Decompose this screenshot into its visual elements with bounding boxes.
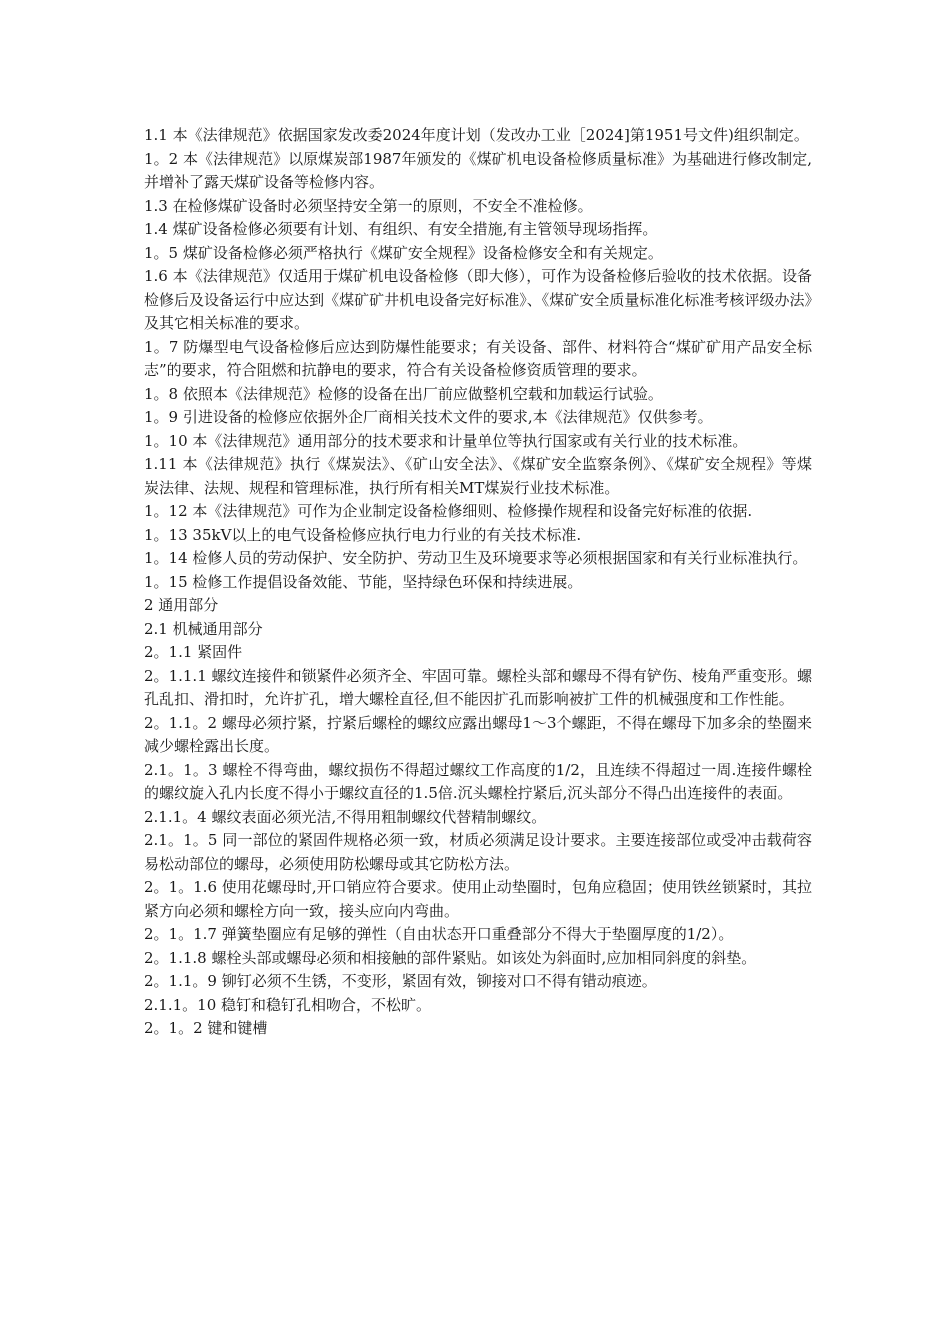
paragraph-1-13: 1。13 35kV以上的电气设备检修应执行电力行业的有关技术标准. (144, 525, 582, 544)
paragraph-1-3: 1.3 在检修煤矿设备时必须坚持安全第一的原则，不安全不准检修。 (144, 196, 593, 215)
paragraph-1-2: 1。2 本《法律规范》以原煤炭部1987年颁发的《煤矿机电设备检修质量标准》为基础进行修改制定,并增补了露天煤矿设备等检修内容。 (144, 149, 812, 191)
paragraph-1-14: 1。14 检修人员的劳动保护、安全防护、劳动卫生及环境要求等必须根据国家和有关行业标准执行。 (144, 549, 808, 567)
paragraph-2-1-1-10: 2.1.1。10 稳钉和稳钉孔相吻合，不松旷。 (144, 995, 432, 1014)
paragraph-1-11: 1.11 本《法律规范》执行《煤炭法》、《矿山安全法》、《煤矿安全监察条例》、《煤矿安全规程》等煤炭法律、法规、规程和管理标准，执行所有相关MT煤炭行业技术标准。 (144, 455, 812, 497)
section-heading-2-1-1: 2。1.1 紧固件 (144, 643, 243, 661)
paragraph-1-8: 1。8 依照本《法律规范》检修的设备在出厂前应做整机空载和加载运行试验。 (144, 384, 663, 403)
section-heading-2-1-2: 2。1。2 键和键槽 (144, 1019, 268, 1037)
paragraph-1-15: 1。15 检修工作提倡设备效能、节能，坚持绿色环保和持续进展。 (144, 572, 583, 591)
paragraph-1-1: 1.1 本《法律规范》依据国家发改委2024年度计划（发改办工业［2024]第1951号文件)组织制定。 (144, 126, 809, 144)
paragraph-1-6: 1.6 本《法律规范》仅适用于煤矿机电设备检修（即大修），可作为设备检修后验收的技术依据。设备检修后及设备运行中应达到《煤矿矿井机电设备完好标准》、《煤矿安全质量标准化标准考核评级办法》及其它相关标准的要求。 (144, 267, 812, 332)
paragraph-2-1-1-7: 2。1。1.7 弹簧垫圈应有足够的弹性（自由状态开口重叠部分不得大于垫圈厚度的1/2）。 (144, 925, 734, 943)
document-body (144, 124, 812, 1041)
paragraph-1-10: 1。10 本《法律规范》通用部分的技术要求和计量单位等执行国家或有关行业的技术标准。 (144, 431, 748, 450)
paragraph-2-1-1-5: 2.1。1。5 同一部位的紧固件规格必须一致，材质必须满足设计要求。主要连接部位或受冲击载荷容易松动部位的螺母，必须使用防松螺母或其它防松方法。 (144, 831, 812, 873)
paragraph-2-1-1-8: 2。1.1.8 螺栓头部或螺母必须和相接触的部件紧贴。如该处为斜面时,应加相同斜度的斜垫。 (144, 948, 757, 967)
section-heading-2-1: 2.1 机械通用部分 (144, 619, 263, 638)
paragraph-2-1-1-4: 2.1.1。4 螺纹表面必须光洁,不得用粗制螺纹代替精制螺纹。 (144, 807, 547, 826)
paragraph-1-9: 1。9 引进设备的检修应依据外企厂商相关技术文件的要求,本《法律规范》仅供参考。 (144, 408, 713, 426)
paragraph-2-1-1-3: 2.1。1。3 螺栓不得弯曲，螺纹损伤不得超过螺纹工作高度的1/2，且连续不得超过一周.连接件螺栓的螺纹旋入孔内长度不得小于螺纹直径的1.5倍.沉头螺栓拧紧后,沉头部分不得凸出连接件的表面。 (144, 760, 812, 802)
paragraph-2-1-1-2: 2。1.1。2 螺母必须拧紧，拧紧后螺栓的螺纹应露出螺母1～3个螺距，不得在螺母下加多余的垫圈来减少螺栓露出长度。 (144, 713, 812, 755)
section-heading-2: 2 通用部分 (144, 596, 219, 614)
paragraph-2-1-1-6: 2。1。1.6 使用花螺母时,开口销应符合要求。使用止动垫圈时，包角应稳固；使用铁丝锁紧时，其拉紧方向必须和螺栓方向一致，接头应向内弯曲。 (144, 878, 812, 920)
paragraph-1-5: 1。5 煤矿设备检修必须严格执行《煤矿安全规程》设备检修安全和有关规定。 (144, 243, 663, 262)
paragraph-1-7: 1。7 防爆型电气设备检修后应达到防爆性能要求；有关设备、部件、材料符合“煤矿矿用产品安全标志”的要求，符合阻燃和抗静电的要求，符合有关设备检修资质管理的要求。 (144, 337, 812, 379)
paragraph-1-12: 1。12 本《法律规范》可作为企业制定设备检修细则、检修操作规程和设备完好标准的依据. (144, 502, 753, 520)
paragraph-2-1-1-1: 2。1.1.1 螺纹连接件和锁紧件必须齐全、牢固可靠。螺栓头部和螺母不得有铲伤、棱角严重变形。螺孔乱扣、滑扣时，允许扩孔，增大螺栓直径,但不能因扩孔而影响被扩工件的机械强度和工作性能。 (144, 666, 812, 708)
paragraph-1-4: 1.4 煤矿设备检修必须要有计划、有组织、有安全措施,有主管领导现场指挥。 (144, 220, 658, 238)
paragraph-2-1-1-9: 2。1.1。9 铆钉必须不生锈，不变形，紧固有效，铆接对口不得有错动痕迹。 (144, 972, 657, 990)
